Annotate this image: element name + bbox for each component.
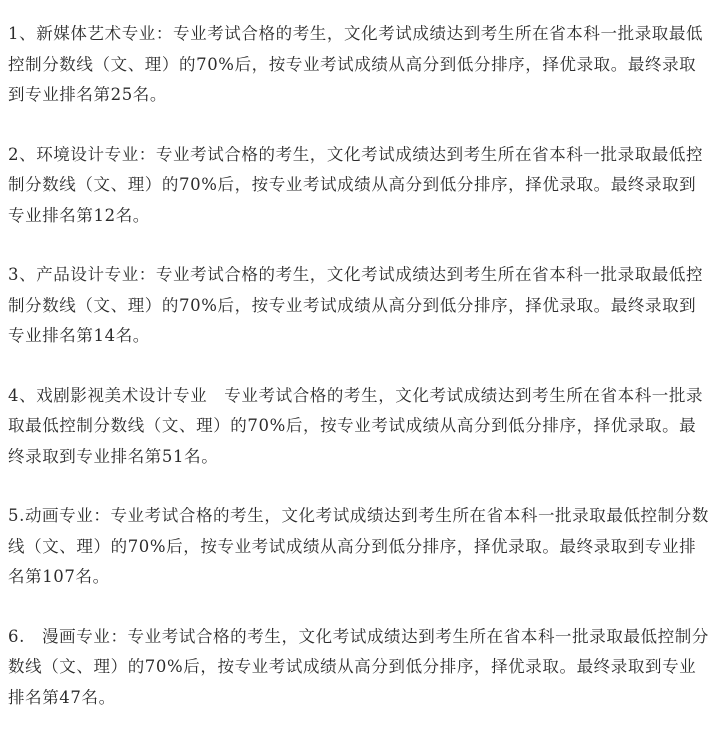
rule-animation: 5.动画专业：专业考试合格的考生，文化考试成绩达到考生所在省本科一批录取最低控制分数线（文、理）的70%后，按专业考试成绩从高分到低分排序，择优录取。最终录取到专业排名第107名。 [8, 506, 709, 586]
rule-comics: 6. 漫画专业：专业考试合格的考生，文化考试成绩达到考生所在省本科一批录取最低控制分数线（文、理）的70%后，按专业考试成绩从高分到低分排序，择优录取。最终录取到专业排名第47名。 [8, 626, 709, 707]
rule-drama-film-art-design: 4、戏剧影视美术设计专业 专业考试合格的考生，文化考试成绩达到考生所在省本科一批录取最低控制分数线（文、理）的70%后，按专业考试成绩从高分到低分排序，择优录取。最终录取到专业排名第51名。 [8, 385, 704, 466]
rule-new-media-art: 1、新媒体艺术专业：专业考试合格的考生，文化考试成绩达到考生所在省本科一批录取最低控制分数线（文、理）的70%后，按专业考试成绩从高分到低分排序，择优录取。最终录取到专业排名第25名。 [8, 24, 704, 104]
rule-environmental-design: 2、环境设计专业：专业考试合格的考生，文化考试成绩达到考生所在省本科一批录取最低控制分数线（文、理）的70%后，按专业考试成绩从高分到低分排序，择优录取。最终录取到专业排名第12名。 [8, 144, 704, 225]
rule-product-design: 3、产品设计专业：专业考试合格的考生，文化考试成绩达到考生所在省本科一批录取最低控制分数线（文、理）的70%后，按专业考试成绩从高分到低分排序，择优录取。最终录取到专业排名第14名。 [8, 265, 704, 345]
admission-rules-document [8, 19, 710, 713]
